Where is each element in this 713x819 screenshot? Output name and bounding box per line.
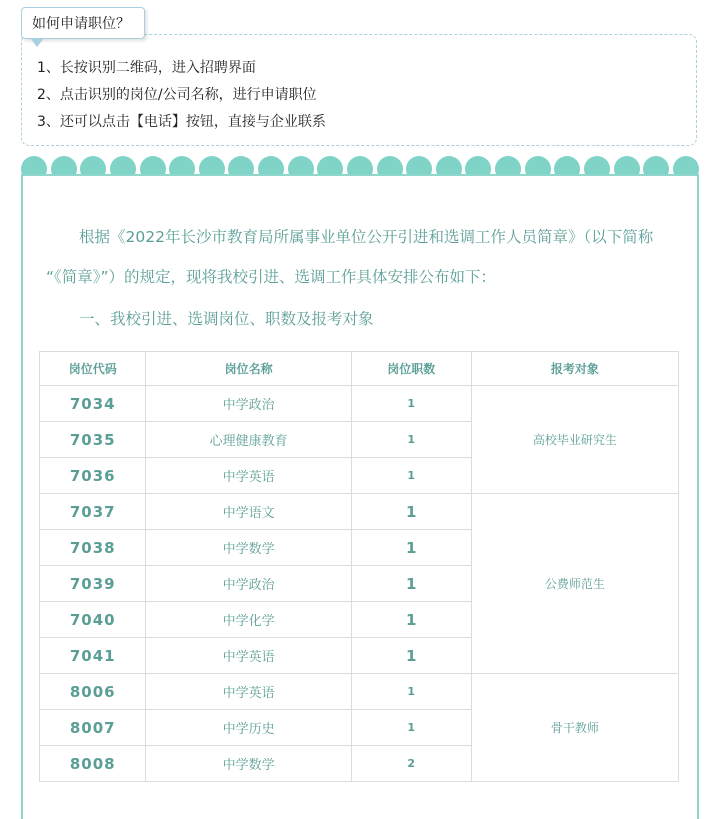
- positions-table: [39, 351, 679, 782]
- position-code: 7040: [40, 602, 146, 638]
- position-count: 1: [351, 386, 471, 422]
- table-row: [40, 386, 679, 422]
- position-name: 中学数学: [146, 746, 351, 782]
- position-count: 1: [351, 458, 471, 494]
- position-name: 中学政治: [146, 566, 351, 602]
- position-name: 中学英语: [146, 458, 351, 494]
- position-code: 8006: [40, 674, 146, 710]
- position-code: 7036: [40, 458, 146, 494]
- header-code: 岗位代码: [40, 352, 146, 386]
- position-code: 7037: [40, 494, 146, 530]
- header-target: 报考对象: [471, 352, 678, 386]
- help-line-1: 1、长按识别二维码，进入招聘界面: [37, 60, 256, 76]
- applicant-target: 骨干教师: [471, 674, 678, 782]
- position-count: 1: [351, 566, 471, 602]
- position-name: 中学化学: [146, 602, 351, 638]
- table-header-row: [40, 352, 679, 386]
- header-name: 岗位名称: [146, 352, 351, 386]
- intro-line-1: 根据《2022年长沙市教育局所属事业单位公开引进和选调工作人员简章》（以下简称: [79, 228, 654, 246]
- position-name: 中学政治: [146, 386, 351, 422]
- position-name: 中学语文: [146, 494, 351, 530]
- position-count: 1: [351, 530, 471, 566]
- section-heading: 一、我校引进、选调岗位、职数及报考对象: [79, 310, 374, 328]
- position-count: 1: [351, 602, 471, 638]
- intro-line-2: “《简章》”）的规定，现将我校引进、选调工作具体安排公布如下：: [46, 268, 497, 286]
- position-code: 8007: [40, 710, 146, 746]
- position-name: 中学英语: [146, 674, 351, 710]
- header-count: 岗位职数: [351, 352, 471, 386]
- position-code: 7041: [40, 638, 146, 674]
- position-code: 7034: [40, 386, 146, 422]
- position-count: 1: [351, 674, 471, 710]
- applicant-target: 公费师范生: [471, 494, 678, 674]
- position-name: 中学历史: [146, 710, 351, 746]
- applicant-target: 高校毕业研究生: [471, 386, 678, 494]
- position-code: 7039: [40, 566, 146, 602]
- help-line-3: 3、还可以点击【电话】按钮，直接与企业联系: [37, 114, 326, 130]
- position-code: 7035: [40, 422, 146, 458]
- help-line-2: 2、点击识别的岗位/公司名称，进行申请职位: [37, 87, 317, 103]
- table-row: [40, 494, 679, 530]
- help-title: 如何申请职位？: [21, 7, 145, 39]
- position-count: 1: [351, 494, 471, 530]
- position-count: 1: [351, 422, 471, 458]
- position-count: 1: [351, 710, 471, 746]
- position-name: 中学数学: [146, 530, 351, 566]
- table-row: [40, 674, 679, 710]
- position-name: 心理健康教育: [146, 422, 351, 458]
- position-name: 中学英语: [146, 638, 351, 674]
- position-count: 1: [351, 638, 471, 674]
- help-instructions: [37, 55, 326, 136]
- position-code: 8008: [40, 746, 146, 782]
- position-code: 7038: [40, 530, 146, 566]
- position-count: 2: [351, 746, 471, 782]
- scallop-divider: [21, 156, 699, 174]
